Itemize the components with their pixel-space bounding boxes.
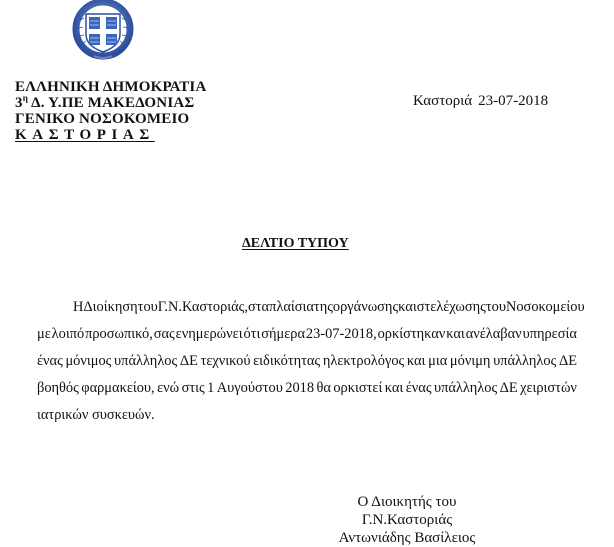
body-word: στα	[247, 299, 270, 315]
body-word: θα	[316, 380, 331, 396]
body-word: της	[313, 299, 333, 315]
body-word: φαρμακείου,	[81, 380, 155, 396]
body-word: ένας	[37, 353, 63, 369]
body-word: ανέλαβαν	[465, 326, 522, 342]
body-word: ένας	[405, 380, 432, 396]
body-word: στελέχωσης	[416, 299, 486, 315]
document-date: 23-07-2018	[478, 93, 549, 109]
region-number: 3	[15, 95, 23, 111]
body-word: Αυγούστου	[216, 380, 283, 396]
body-word: οργάνωσης	[332, 299, 399, 315]
body-word: και	[384, 380, 404, 396]
letterhead-health-region	[15, 95, 206, 111]
body-word: Νοσοκομείου	[505, 299, 585, 315]
letterhead-city: ΚΑΣΤΟΡΙΑΣ	[15, 127, 155, 143]
body-word: με	[37, 326, 51, 342]
body-word: του	[485, 299, 506, 315]
document-title: ΔΕΛΤΙΟ ΤΥΠΟΥ	[242, 236, 349, 251]
body-word: ενώ	[157, 380, 180, 396]
body-word: σας	[153, 326, 175, 342]
body-word: ΔΕ	[558, 353, 577, 369]
body-word: υπηρεσία	[522, 326, 577, 342]
body-word: υπάλληλος	[114, 353, 178, 369]
place-date	[413, 93, 548, 110]
body-word: και	[406, 353, 426, 369]
body-word: ορκίστηκαν	[377, 326, 446, 342]
body-word: ορκιστεί	[333, 380, 383, 396]
body-word: ειδικότητας	[253, 353, 321, 369]
body-word: μόνιμη	[449, 353, 491, 369]
body-word: και	[446, 326, 465, 342]
body-word: ΔΕ	[499, 380, 518, 396]
body-word: 23-07-2018,	[305, 326, 377, 342]
body-word: βοηθός	[37, 380, 79, 396]
body-word: Διοίκηση	[83, 299, 138, 315]
body-word: προσωπικό,	[85, 326, 153, 342]
place: Καστοριά	[413, 93, 473, 109]
body-word: λοιπό	[51, 326, 85, 342]
body-word: χειριστών	[520, 380, 577, 396]
body-word: σήμερα	[261, 326, 306, 342]
body-word: Γ.Ν.Καστοριάς,	[157, 299, 248, 315]
body-word: και	[398, 299, 417, 315]
region-name: Δ. Υ.ΠΕ ΜΑΚΕΔΟΝΙΑΣ	[28, 95, 195, 111]
body-word: υπάλληλος	[433, 380, 498, 396]
body-word: τεχνικού	[200, 353, 251, 369]
body-line	[37, 294, 585, 321]
letterhead	[15, 79, 206, 143]
body-word: στις	[181, 380, 205, 396]
body-word: 1	[207, 380, 215, 396]
signatory-role: Ο Διοικητής του Γ.Ν.Καστοριάς	[357, 494, 457, 528]
letterhead-country: ΕΛΛΗΝΙΚΗ ΔΗΜΟΚΡΑΤΙΑ	[15, 79, 207, 95]
press-release-body	[37, 294, 585, 429]
greek-coat-of-arms-icon	[72, 0, 134, 62]
body-word: ηλεκτρολόγος	[322, 353, 405, 369]
body-line	[37, 321, 577, 348]
greek-emblem	[72, 0, 134, 62]
body-word: 2018	[285, 380, 315, 396]
signatory-name: Αντωνιάδης Βασίλειος	[338, 530, 476, 546]
body-line	[37, 375, 577, 402]
body-word: ενημερώνει	[175, 326, 243, 342]
body-word: του	[137, 299, 158, 315]
body-word: πλαίσια	[269, 299, 314, 315]
region-ordinal: η	[22, 93, 29, 103]
letterhead-hospital: ΓΕΝΙΚΟ ΝΟΣΟΚΟΜΕΙΟ	[15, 111, 190, 127]
body-word: μια	[428, 353, 448, 369]
body-word: ότι	[243, 326, 261, 342]
body-word: Η	[73, 299, 84, 315]
body-word: ΔΕ	[179, 353, 198, 369]
body-word: υπάλληλος	[493, 353, 557, 369]
body-line: ιατρικών συσκευών.	[37, 407, 155, 423]
signature-block	[312, 493, 502, 547]
body-line	[37, 348, 577, 375]
body-word: μόνιμος	[65, 353, 112, 369]
